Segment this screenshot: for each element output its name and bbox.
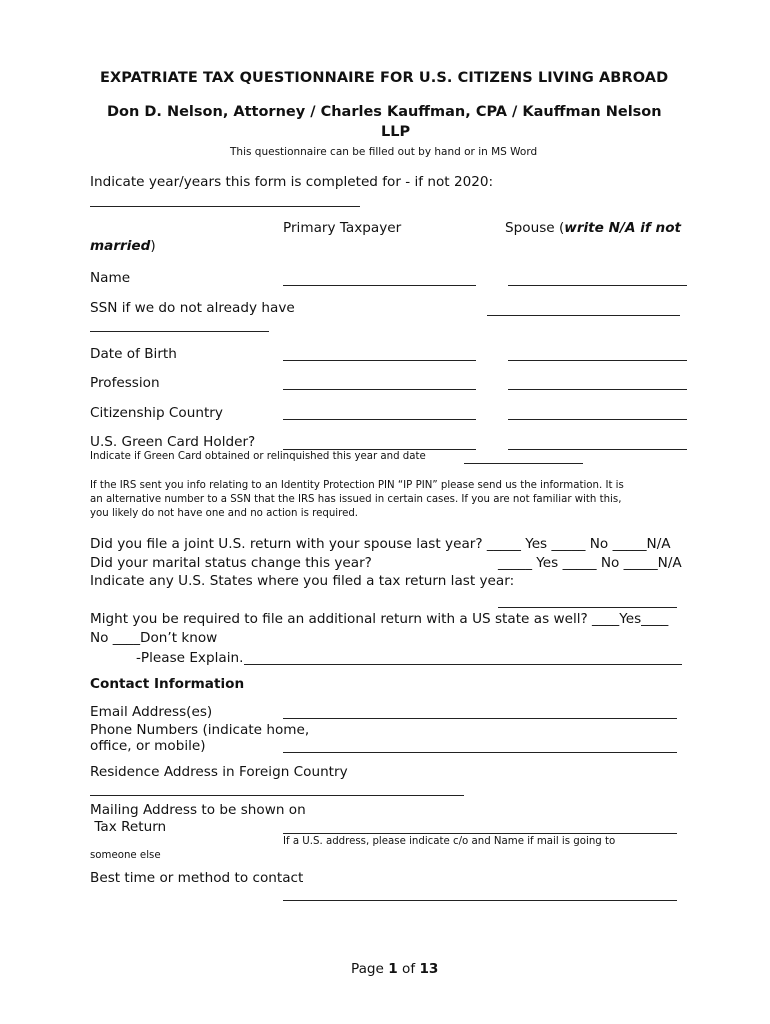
firm-name-line2: LLP bbox=[381, 124, 411, 140]
mailing-note-line2: someone else bbox=[90, 850, 161, 861]
ssn-label: SSN if we do not already have bbox=[90, 300, 295, 316]
joint-return-question: Did you file a joint U.S. return with your spouse last year? _____ Yes _____ No _____N/A bbox=[90, 536, 671, 552]
best-time-label: Best time or method to contact bbox=[90, 870, 304, 886]
green-card-note: Indicate if Green Card obtained or relinquished this year and date bbox=[90, 451, 426, 462]
ip-pin-note-line2: an alternative number to a SSN that the IRS has issued in certain cases. If you are not familiar with this, bbox=[90, 494, 622, 505]
name-spouse-field[interactable] bbox=[508, 285, 687, 286]
mailing-field[interactable] bbox=[283, 833, 677, 834]
name-primary-field[interactable] bbox=[283, 285, 476, 286]
mailing-label-line2: Tax Return bbox=[90, 819, 167, 835]
fill-note: This questionnaire can be filled out by hand or in MS Word bbox=[230, 146, 538, 158]
additional-return-options: No ____Don’t know bbox=[90, 630, 218, 646]
ip-pin-note-line1: If the IRS sent you info relating to an Identity Protection PIN “IP PIN” please send us the information. It is bbox=[90, 480, 624, 491]
dob-primary-field[interactable] bbox=[283, 360, 476, 361]
additional-return-question: Might you be required to file an additional return with a US state as well? ____Yes____ bbox=[90, 611, 669, 627]
best-time-field[interactable] bbox=[283, 900, 677, 901]
phone-field[interactable] bbox=[283, 752, 677, 753]
citizenship-primary-field[interactable] bbox=[283, 419, 476, 420]
marital-status-options: _____ Yes _____ No _____N/A bbox=[498, 555, 682, 571]
residence-field[interactable] bbox=[90, 795, 464, 796]
year-field[interactable] bbox=[90, 206, 360, 207]
ssn-primary-field[interactable] bbox=[487, 315, 680, 316]
explain-label: -Please Explain. bbox=[136, 650, 244, 666]
firm-name-line1: Don D. Nelson, Attorney / Charles Kauffman, CPA / Kauffman Nelson bbox=[107, 104, 662, 120]
dob-spouse-field[interactable] bbox=[508, 360, 687, 361]
spouse-heading-cont: married) bbox=[90, 238, 156, 254]
contact-heading: Contact Information bbox=[90, 676, 245, 692]
document-title: EXPATRIATE TAX QUESTIONNAIRE FOR U.S. CITIZENS LIVING ABROAD bbox=[100, 70, 669, 86]
citizenship-spouse-field[interactable] bbox=[508, 419, 687, 420]
green-card-date-field[interactable] bbox=[464, 463, 583, 464]
states-field[interactable] bbox=[498, 607, 677, 608]
primary-taxpayer-heading: Primary Taxpayer bbox=[283, 220, 402, 236]
citizenship-label: Citizenship Country bbox=[90, 405, 223, 421]
green-card-label: U.S. Green Card Holder? bbox=[90, 434, 256, 450]
profession-label: Profession bbox=[90, 375, 160, 391]
email-field[interactable] bbox=[283, 718, 677, 719]
spouse-heading: Spouse (write N/A if not bbox=[505, 220, 682, 236]
profession-spouse-field[interactable] bbox=[508, 389, 687, 390]
ssn-spouse-field[interactable] bbox=[90, 331, 269, 332]
states-question: Indicate any U.S. States where you filed a tax return last year: bbox=[90, 573, 515, 589]
name-label: Name bbox=[90, 270, 131, 286]
explain-field[interactable] bbox=[244, 664, 682, 665]
mailing-label-line1: Mailing Address to be shown on bbox=[90, 802, 306, 818]
green-card-primary-field[interactable] bbox=[283, 449, 476, 450]
mailing-note-line1: If a U.S. address, please indicate c/o and Name if mail is going to bbox=[283, 836, 616, 847]
green-card-spouse-field[interactable] bbox=[508, 449, 687, 450]
marital-status-question: Did your marital status change this year? bbox=[90, 555, 372, 571]
profession-primary-field[interactable] bbox=[283, 389, 476, 390]
residence-label: Residence Address in Foreign Country bbox=[90, 764, 348, 780]
page-number: Page 1 of 13 bbox=[351, 961, 439, 977]
ip-pin-note-line3: you likely do not have one and no action is required. bbox=[90, 508, 359, 519]
phone-label-line1: Phone Numbers (indicate home, bbox=[90, 722, 310, 738]
dob-label: Date of Birth bbox=[90, 346, 177, 362]
phone-label-line2: office, or mobile) bbox=[90, 738, 206, 754]
email-label: Email Address(es) bbox=[90, 704, 213, 720]
year-prompt: Indicate year/years this form is completed for - if not 2020: bbox=[90, 174, 494, 190]
